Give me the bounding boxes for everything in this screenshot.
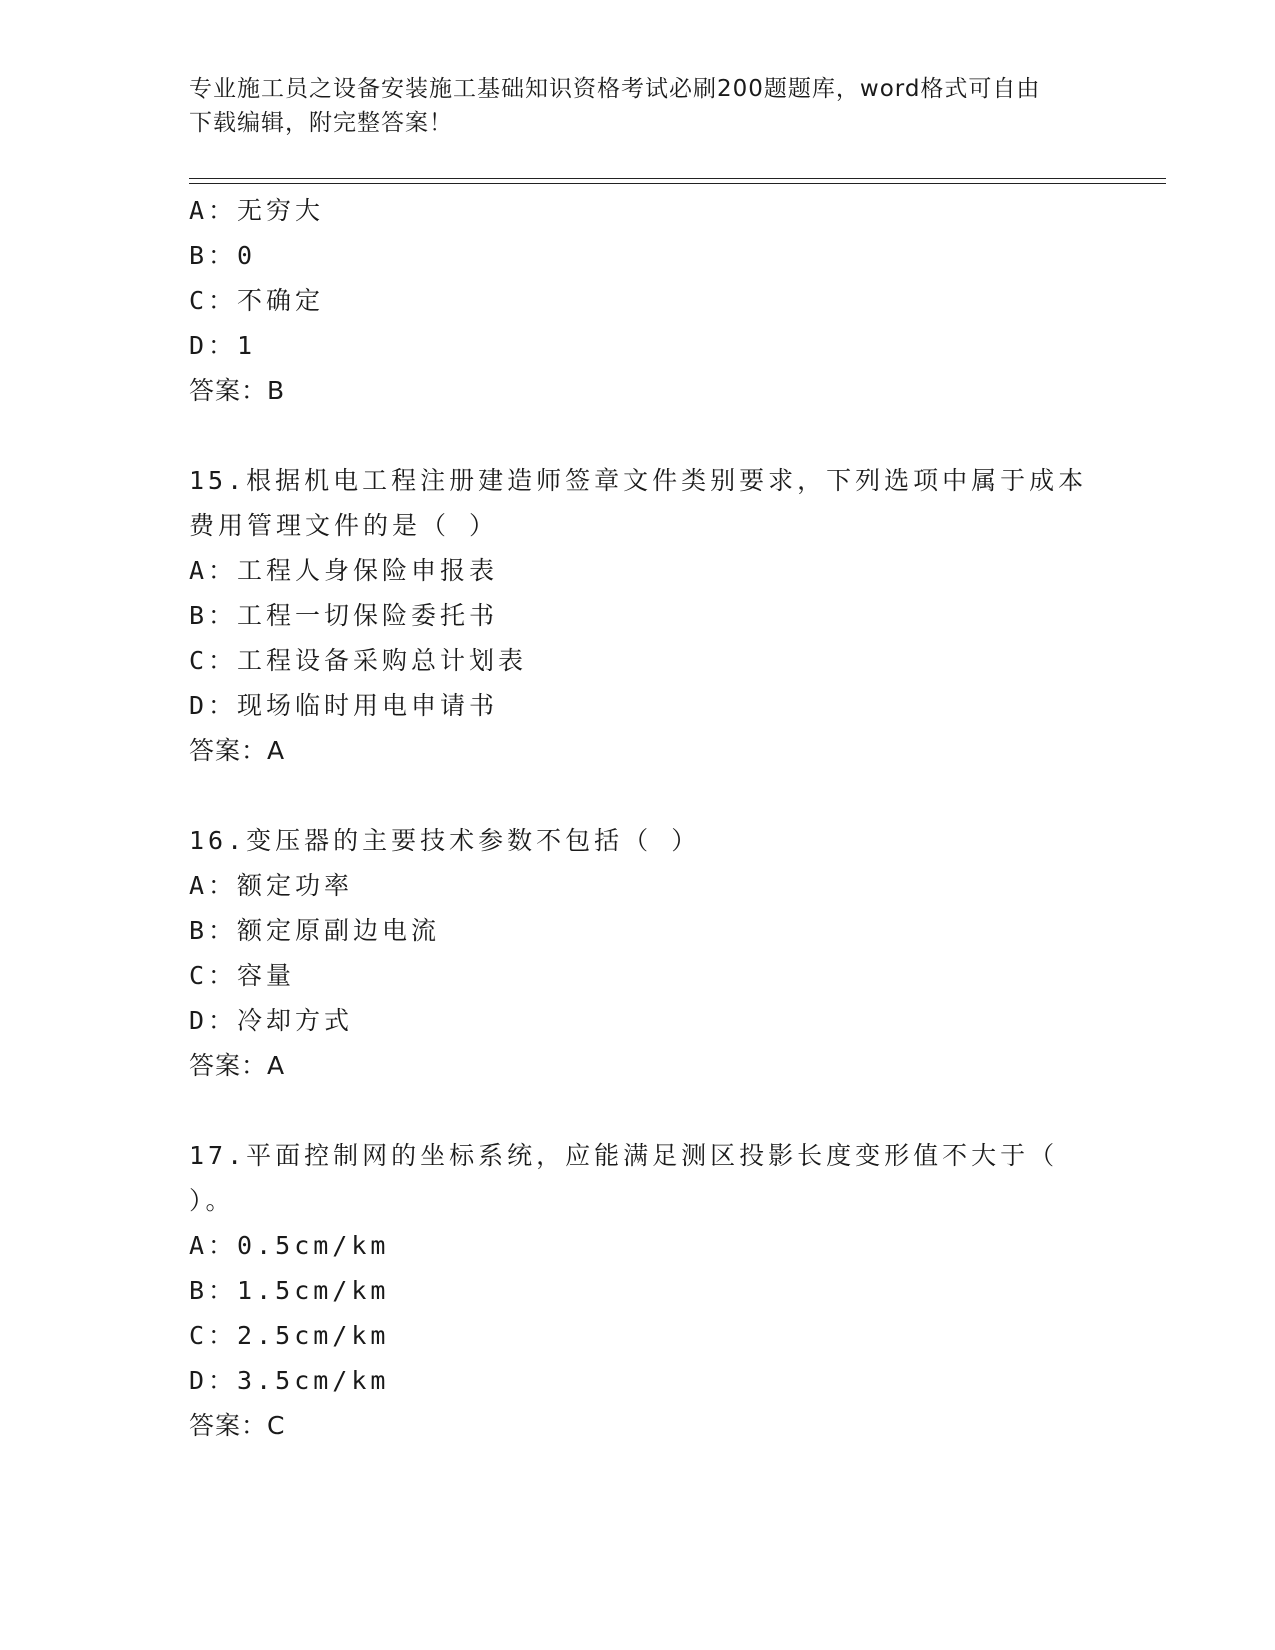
q16-stem-line-1: 16.变压器的主要技术参数不包括（ ） (189, 826, 701, 855)
q14-option-b: B：0 (189, 241, 257, 270)
q17-option-b: B：1.5cm/km (189, 1276, 390, 1305)
q17-option-c: C：2.5cm/km (189, 1321, 390, 1350)
q17-answer: 答案：C (189, 1411, 286, 1440)
q15-stem-line-1: 15.根据机电工程注册建造师签章文件类别要求，下列选项中属于成本 (189, 466, 1088, 495)
q16-answer: 答案：A (189, 1051, 286, 1080)
q15-answer: 答案：A (189, 736, 286, 765)
q16-option-d: D：冷却方式 (189, 1006, 354, 1035)
q17-option-a: A：0.5cm/km (189, 1231, 390, 1260)
q17-stem-line-2: ）。 (189, 1186, 235, 1215)
q15-option-a: A：工程人身保险申报表 (189, 556, 499, 585)
q16-option-b: B：额定原副边电流 (189, 916, 441, 945)
q15-option-d: D：现场临时用电申请书 (189, 691, 499, 720)
q16-option-c: C：容量 (189, 961, 296, 990)
q15-stem-line-2: 费用管理文件的是（ ） (189, 511, 499, 540)
header-divider-bottom (189, 183, 1166, 184)
q14-option-c: C：不确定 (189, 286, 325, 315)
header-line-2: 下载编辑，附完整答案！ (189, 110, 453, 136)
q15-option-b: B：工程一切保险委托书 (189, 601, 499, 630)
q16-option-a: A：额定功率 (189, 871, 354, 900)
q17-option-d: D：3.5cm/km (189, 1366, 390, 1395)
q15-option-c: C：工程设备采购总计划表 (189, 646, 528, 675)
header-divider-top (189, 178, 1166, 179)
q14-option-d: D：1 (189, 331, 257, 360)
q17-stem-line-1: 17.平面控制网的坐标系统，应能满足测区投影长度变形值不大于（ (189, 1141, 1059, 1170)
header-line-1: 专业施工员之设备安装施工基础知识资格考试必刷200题题库，word格式可自由 (189, 76, 1041, 102)
q14-option-a: A：无穷大 (189, 196, 325, 225)
q14-answer: 答案：B (189, 376, 286, 405)
document-header (189, 72, 1089, 140)
